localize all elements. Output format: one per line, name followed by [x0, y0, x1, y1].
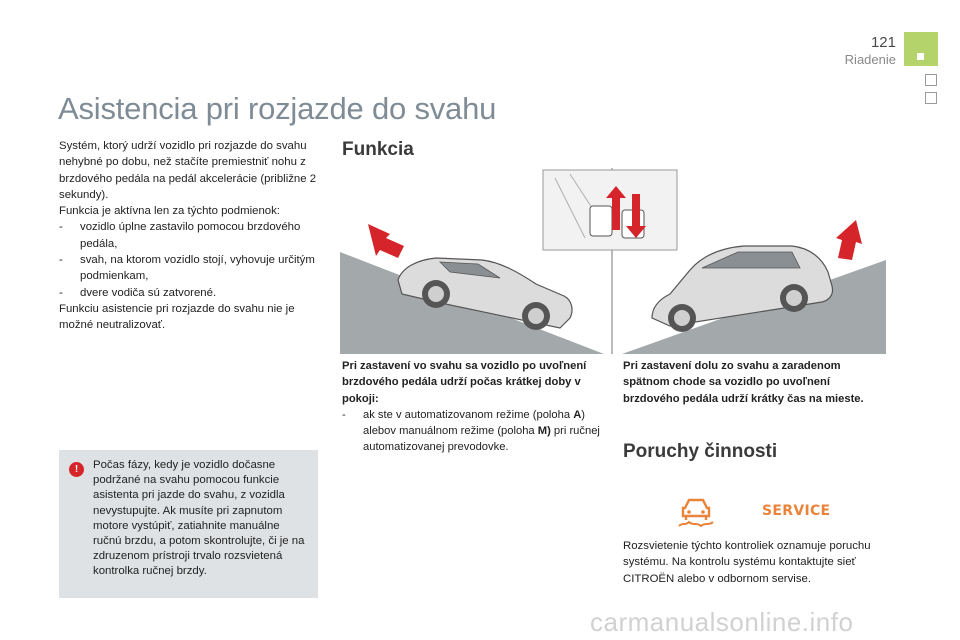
- intro-neutralize-note: Funkciu asistencie pri rozjazde do svahu nie je možné neutralizovať.: [59, 302, 295, 332]
- downhill-arrow: [836, 220, 862, 260]
- uphill-caption: [342, 358, 604, 456]
- condition-item: - dvere vodiča sú zatvorené.: [59, 286, 217, 299]
- chapter-tab-active: [904, 32, 938, 66]
- exclamation-icon: !: [69, 462, 84, 477]
- warning-box: [59, 450, 318, 598]
- fault-text: Rozsvietenie týchto kontroliek oznamuje poruchu systému. Na kontrolu systému kontaktujte sieť CITROËN alebo v odbornom servise.: [623, 540, 871, 585]
- chapter-tab: [925, 92, 937, 104]
- chapter-tab: [925, 74, 937, 86]
- uphill-arrow: [368, 224, 404, 258]
- uphill-caption-lead: Pri zastavení vo svahu sa vozidlo po uvoľnení brzdového pedála udrží počas krátkej doby v pokoji:: [342, 360, 587, 405]
- page-title: Asistencia pri rozjazde do svahu: [58, 91, 497, 126]
- intro-conditions-lead: Funkcia je aktívna len za týchto podmienok:: [59, 205, 280, 218]
- condition-item: - svah, na ktorom vozidlo stojí, vyhovuje určitým podmienkam,: [59, 254, 315, 283]
- section-name: Riadenie: [844, 52, 896, 67]
- uphill-caption-item: - ak ste v automatizovanom režime (poloha A) alebov manuálnom režime (poloha M) pri ručnej automatizovanej prevodovke.: [342, 408, 600, 454]
- service-warning-label: SERVICE: [762, 503, 831, 519]
- chapter-tab-marker: [917, 53, 924, 60]
- warning-text: Počas fázy, kedy je vozidlo dočasne podržané na svahu pomocou funkcie asistenta pri jazde do svahu, z vozidla nevystupujte. Ak musíte pri zapnutom motore vystúpiť, zatiahnite manuálne ručnú brzdu, a potom skontrolujte, či je na zdruzenom prístroji trvalo rozsvietená kontrolka ručnej brzdy.: [93, 459, 305, 578]
- pedal-inset: [543, 170, 677, 250]
- poruchy-heading: Poruchy činnosti: [623, 441, 778, 462]
- hill-assist-fault-lamp-icon: [675, 494, 717, 530]
- watermark: carmanualsonline.info: [590, 607, 854, 637]
- funkcia-heading: Funkcia: [342, 139, 414, 160]
- page-number: 121: [870, 34, 896, 51]
- intro-paragraph: Systém, ktorý udrží vozidlo pri rozjazde do svahu nehybné po dobu, než stačíte premiestniť nohu z brzdového pedála na pedál akcelerácie (približne 2 sekundy).: [59, 140, 317, 201]
- downhill-caption: Pri zastavení dolu zo svahu a zaradenom spätnom chode sa vozidlo po uvoľnení brzdového pedála udrží krátky čas na mieste.: [623, 360, 864, 405]
- condition-item: - vozidlo úplne zastavilo pomocou brzdového pedála,: [59, 221, 301, 250]
- intro-text: [59, 138, 321, 334]
- hill-assist-illustration: [340, 168, 886, 354]
